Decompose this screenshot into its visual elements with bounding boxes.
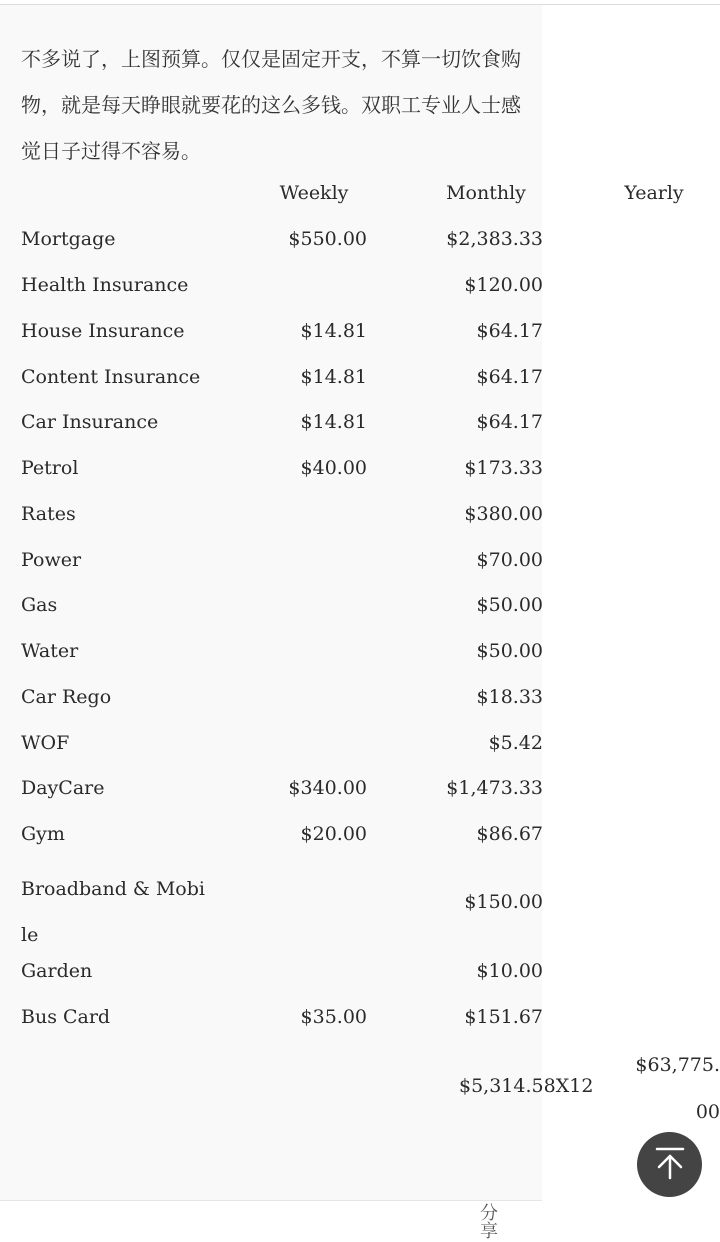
row-label: Mortgage bbox=[21, 228, 116, 250]
row-label: House Insurance bbox=[21, 320, 185, 342]
row-weekly: $20.00 bbox=[300, 823, 367, 845]
row-label: Garden bbox=[21, 960, 93, 982]
bottom-divider bbox=[0, 1200, 542, 1201]
row-monthly: $5.42 bbox=[488, 732, 543, 754]
row-label: Health Insurance bbox=[21, 274, 189, 296]
row-weekly: $340.00 bbox=[288, 777, 367, 799]
row-label: Gym bbox=[21, 823, 65, 845]
header-yearly: Yearly bbox=[624, 182, 684, 204]
row-monthly: $50.00 bbox=[476, 640, 543, 662]
row-monthly: $1,473.33 bbox=[446, 777, 543, 799]
row-monthly: $151.67 bbox=[464, 1006, 543, 1028]
row-monthly: $2,383.33 bbox=[446, 228, 543, 250]
row-label: Power bbox=[21, 549, 82, 571]
row-monthly: $64.17 bbox=[476, 320, 543, 342]
row-monthly: $70.00 bbox=[476, 549, 543, 571]
back-to-top-button[interactable] bbox=[637, 1132, 702, 1197]
row-label: Broadband & Mobile bbox=[21, 878, 205, 946]
row-monthly: $86.67 bbox=[476, 823, 543, 845]
intro-paragraph: 不多说了，上图预算。仅仅是固定开支，不算一切饮食购物，就是每天睁眼就要花的这么多钱。双职工专业人士感觉日子过得不容易。 bbox=[21, 47, 521, 163]
row-weekly: $35.00 bbox=[300, 1006, 367, 1028]
row-weekly: $550.00 bbox=[288, 228, 367, 250]
arrow-up-to-top-icon bbox=[654, 1146, 686, 1184]
row-monthly: $150.00 bbox=[464, 891, 543, 913]
row-weekly: $14.81 bbox=[300, 320, 367, 342]
monthly-total: $5,314.58X12 bbox=[459, 1075, 594, 1097]
row-label: Gas bbox=[21, 594, 58, 616]
row-monthly: $380.00 bbox=[464, 503, 543, 525]
row-monthly: $10.00 bbox=[476, 960, 543, 982]
row-weekly: $14.81 bbox=[300, 366, 367, 388]
row-monthly: $64.17 bbox=[476, 366, 543, 388]
row-label: Bus Card bbox=[21, 1006, 111, 1028]
yearly-total: $63,775.00 bbox=[635, 1054, 720, 1123]
bottom-share-link[interactable]: 分享 bbox=[480, 1203, 498, 1242]
row-label: Car Rego bbox=[21, 686, 112, 708]
row-label: WOF bbox=[21, 732, 70, 754]
row-weekly: $14.81 bbox=[300, 411, 367, 433]
header-weekly: Weekly bbox=[279, 182, 349, 204]
row-label: Petrol bbox=[21, 457, 79, 479]
row-label: Car Insurance bbox=[21, 411, 159, 433]
row-monthly: $64.17 bbox=[476, 411, 543, 433]
row-label: DayCare bbox=[21, 777, 105, 799]
row-label: Content Insurance bbox=[21, 366, 201, 388]
header-monthly: Monthly bbox=[446, 182, 526, 204]
row-monthly: $173.33 bbox=[464, 457, 543, 479]
row-monthly: $18.33 bbox=[476, 686, 543, 708]
row-monthly: $120.00 bbox=[464, 274, 543, 296]
row-label: Rates bbox=[21, 503, 76, 525]
row-label: Water bbox=[21, 640, 79, 662]
row-monthly: $50.00 bbox=[476, 594, 543, 616]
row-weekly: $40.00 bbox=[300, 457, 367, 479]
